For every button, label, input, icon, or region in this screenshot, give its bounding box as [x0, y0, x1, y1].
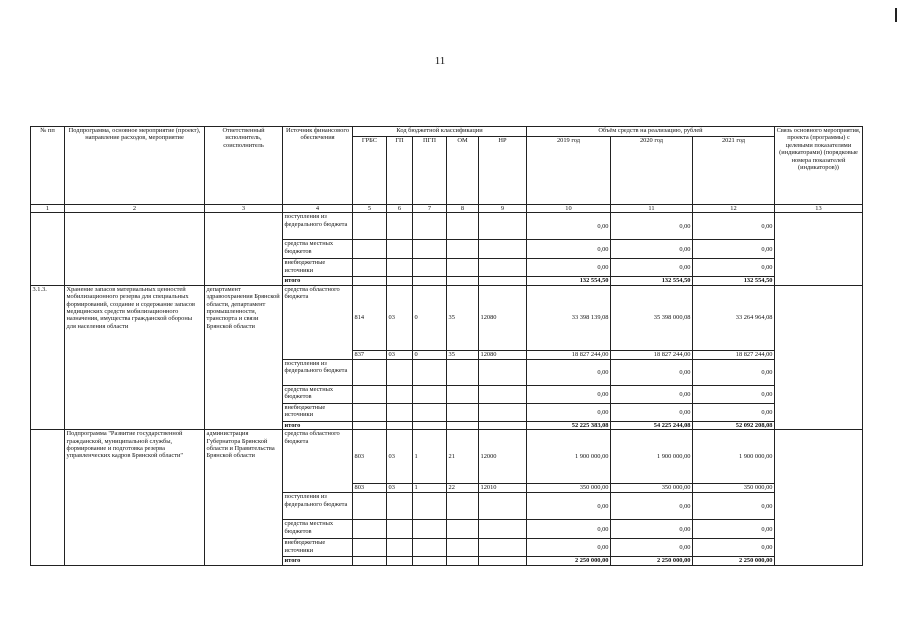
header-row-1 — [31, 127, 863, 137]
budget-table — [30, 126, 863, 566]
value-2020: 0,00 — [611, 385, 693, 403]
num-cell — [31, 213, 65, 285]
value-2019: 0,00 — [527, 213, 611, 240]
header-subprogram: Подпрограмма, основное мероприятие (проект), направление расходов, мероприятие — [65, 127, 205, 205]
value-2020: 0,00 — [611, 240, 693, 259]
value-2020: 350 000,00 — [611, 484, 693, 493]
value-2020: 0,00 — [611, 259, 693, 277]
value-2021: 0,00 — [693, 240, 775, 259]
value-2021: 0,00 — [693, 403, 775, 421]
header-link: Связь основного мероприятия, проекта (программы) с целевыми показателями (индикаторами) (порядковые номера показателей (индикаторов)) — [775, 127, 863, 205]
nr-cell: 12080 — [479, 285, 527, 350]
header-2021: 2021 год — [693, 137, 775, 205]
page-number: 11 — [434, 55, 446, 67]
link-cell — [775, 285, 863, 429]
nr-cell: 12080 — [479, 350, 527, 359]
gp-cell: 03 — [387, 285, 413, 350]
pgp-cell: 0 — [413, 285, 447, 350]
source-cell: средства местных бюджетов — [283, 240, 353, 259]
value-2019: 0,00 — [527, 539, 611, 557]
value-2020: 18 827 244,00 — [611, 350, 693, 359]
table-row — [31, 430, 863, 484]
colnum: 10 — [527, 205, 611, 213]
source-cell: внебюджетные источники — [283, 403, 353, 421]
executor-cell — [205, 213, 283, 285]
colnum: 2 — [65, 205, 205, 213]
value-2019: 0,00 — [527, 259, 611, 277]
value-2020: 0,00 — [611, 359, 693, 385]
colnum: 8 — [447, 205, 479, 213]
source-cell: внебюджетные источники — [283, 259, 353, 277]
executor-cell: департамент здравоохранения Брянской области, департамент промышленности, транспорта и связи Брянской области — [205, 285, 283, 429]
name-cell: Подпрограмма "Развитие государственной гражданской, муниципальной службы, формирование и подготовка резерва управленческих кадров Брянской области" — [65, 430, 205, 565]
value-2020: 132 554,50 — [611, 277, 693, 285]
value-2019: 0,00 — [527, 403, 611, 421]
gp-cell: 03 — [387, 484, 413, 493]
link-cell — [775, 430, 863, 565]
header-source: Источник финансового обеспечения — [283, 127, 353, 205]
value-2020: 0,00 — [611, 493, 693, 520]
value-2020: 1 900 000,00 — [611, 430, 693, 484]
executor-cell: администрация Губернатора Брянской области и Правительства Брянской области — [205, 430, 283, 565]
value-2019: 350 000,00 — [527, 484, 611, 493]
gp-cell: 03 — [387, 350, 413, 359]
source-cell: поступления из федерального бюджета — [283, 213, 353, 240]
value-2021: 18 827 244,00 — [693, 350, 775, 359]
value-2021: 0,00 — [693, 259, 775, 277]
value-2019: 0,00 — [527, 493, 611, 520]
table-row — [31, 285, 863, 350]
value-2021: 0,00 — [693, 359, 775, 385]
name-cell: Хранение запасов материальных ценностей мобилизационного резерва для специальных формирований, создание и содержание запасов медицинских средств мобилизационного назначения, имущества гражданской обороны для населения области — [65, 285, 205, 429]
om-cell: 35 — [447, 350, 479, 359]
source-cell: поступления из федерального бюджета — [283, 359, 353, 385]
value-2021: 0,00 — [693, 213, 775, 240]
header-executor: Ответственный исполнитель, соисполнитель — [205, 127, 283, 205]
colnum: 12 — [693, 205, 775, 213]
num-cell: 3.1.3. — [31, 285, 65, 429]
value-2021: 33 264 964,08 — [693, 285, 775, 350]
value-2019: 0,00 — [527, 520, 611, 539]
header-2020: 2020 год — [611, 137, 693, 205]
om-cell: 35 — [447, 285, 479, 350]
value-2020: 0,00 — [611, 213, 693, 240]
pgp-cell: 0 — [413, 350, 447, 359]
value-2019: 0,00 — [527, 385, 611, 403]
header-volume-group: Объём средств на реализацию, рублей — [527, 127, 775, 137]
value-2021: 0,00 — [693, 520, 775, 539]
colnum: 11 — [611, 205, 693, 213]
source-cell: итого — [283, 421, 353, 429]
name-cell — [65, 213, 205, 285]
colnum: 6 — [387, 205, 413, 213]
header-pgp: ПГП — [413, 137, 447, 205]
value-2021: 0,00 — [693, 493, 775, 520]
value-2019: 0,00 — [527, 240, 611, 259]
colnum: 7 — [413, 205, 447, 213]
pgp-cell: 1 — [413, 484, 447, 493]
value-2019: 132 554,50 — [527, 277, 611, 285]
header-2019: 2019 год — [527, 137, 611, 205]
link-cell — [775, 213, 863, 285]
colnum: 4 — [283, 205, 353, 213]
colnum: 13 — [775, 205, 863, 213]
column-numbers-row — [31, 205, 863, 213]
header-nr: НР — [479, 137, 527, 205]
value-2021: 350 000,00 — [693, 484, 775, 493]
grbs-cell: 837 — [353, 350, 387, 359]
source-cell: итого — [283, 557, 353, 565]
value-2020: 0,00 — [611, 539, 693, 557]
header-grbs: ГРБС — [353, 137, 387, 205]
source-cell: средства местных бюджетов — [283, 520, 353, 539]
value-2020: 2 250 000,00 — [611, 557, 693, 565]
scan-mark — [895, 8, 897, 22]
source-cell: средства местных бюджетов — [283, 385, 353, 403]
colnum: 9 — [479, 205, 527, 213]
colnum: 5 — [353, 205, 387, 213]
om-cell: 22 — [447, 484, 479, 493]
value-2021: 132 554,50 — [693, 277, 775, 285]
nr-cell: 12010 — [479, 484, 527, 493]
source-cell: внебюджетные источники — [283, 539, 353, 557]
value-2020: 0,00 — [611, 520, 693, 539]
num-cell — [31, 430, 65, 565]
value-2019: 0,00 — [527, 359, 611, 385]
source-cell: итого — [283, 277, 353, 285]
value-2020: 54 225 244,08 — [611, 421, 693, 429]
grbs-cell: 803 — [353, 484, 387, 493]
header-gp: ГП — [387, 137, 413, 205]
source-cell: поступления из федерального бюджета — [283, 493, 353, 520]
colnum: 3 — [205, 205, 283, 213]
header-num: № пп — [31, 127, 65, 205]
grbs-cell: 814 — [353, 285, 387, 350]
header-om: ОМ — [447, 137, 479, 205]
nr-cell: 12000 — [479, 430, 527, 484]
grbs-cell: 803 — [353, 430, 387, 484]
value-2019: 2 250 000,00 — [527, 557, 611, 565]
value-2021: 2 250 000,00 — [693, 557, 775, 565]
value-2019: 1 900 000,00 — [527, 430, 611, 484]
gp-cell: 03 — [387, 430, 413, 484]
source-cell: средства областного бюджета — [283, 430, 353, 493]
value-2020: 35 398 000,08 — [611, 285, 693, 350]
om-cell: 21 — [447, 430, 479, 484]
pgp-cell: 1 — [413, 430, 447, 484]
header-code-group: Код бюджетной классификации — [353, 127, 527, 137]
source-cell: средства областного бюджета — [283, 285, 353, 359]
value-2021: 0,00 — [693, 539, 775, 557]
value-2021: 1 900 000,00 — [693, 430, 775, 484]
value-2020: 0,00 — [611, 403, 693, 421]
value-2021: 52 092 208,08 — [693, 421, 775, 429]
value-2019: 18 827 244,00 — [527, 350, 611, 359]
colnum: 1 — [31, 205, 65, 213]
value-2019: 52 225 383,08 — [527, 421, 611, 429]
table-row — [31, 213, 863, 240]
value-2021: 0,00 — [693, 385, 775, 403]
value-2019: 33 398 139,08 — [527, 285, 611, 350]
